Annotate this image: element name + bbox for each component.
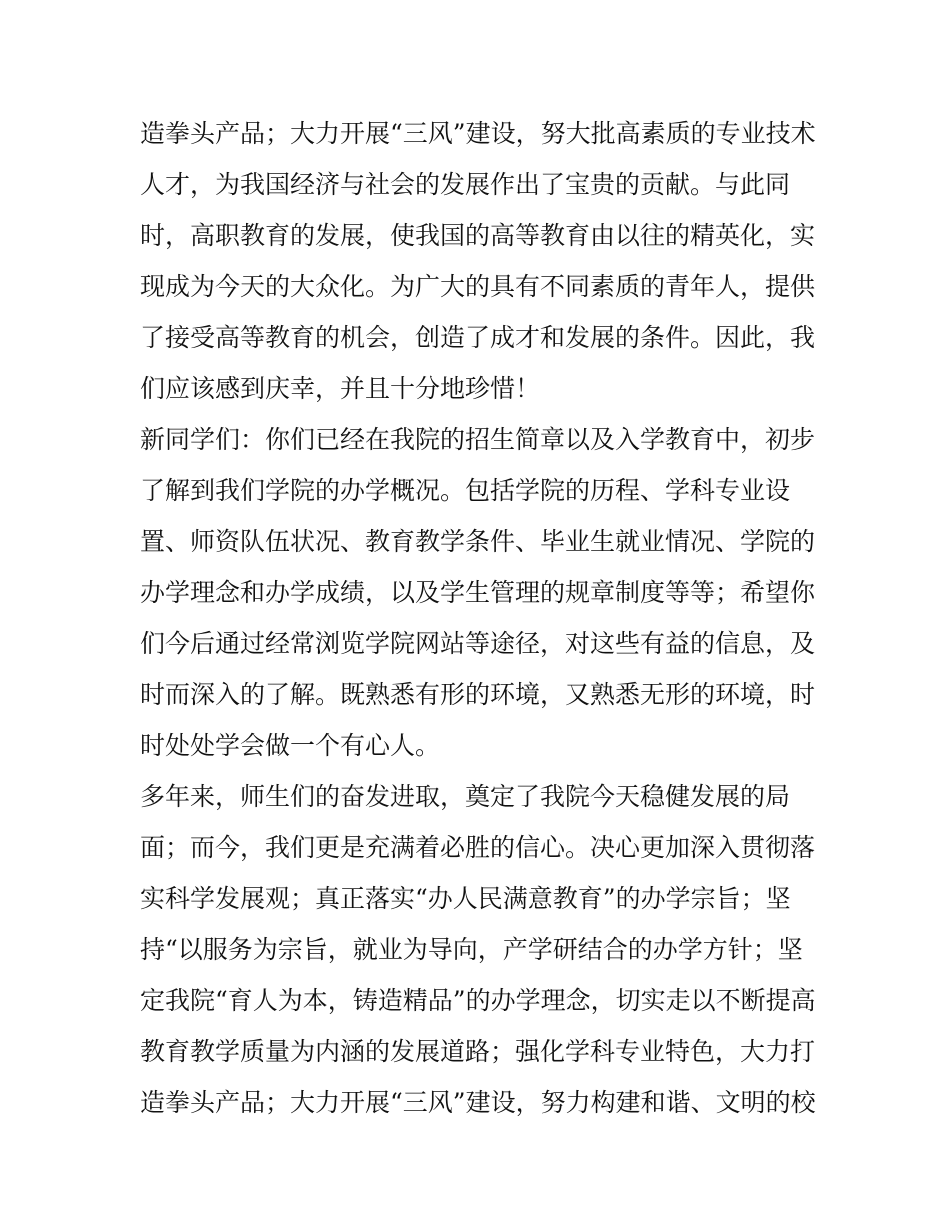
text-line: 面；而今，我们更是充满着必胜的信心。决心更加深入贯彻落 <box>140 833 816 862</box>
text-line: 多年来，师生们的奋发进取，奠定了我院今天稳健发展的局 <box>140 782 791 811</box>
document-body <box>140 108 820 1128</box>
text-line: 新同学们：你们已经在我院的招生简章以及入学教育中，初步 <box>140 425 816 454</box>
text-line: 持“以服务为宗旨，就业为导向，产学研结合的办学方针；坚 <box>140 935 803 964</box>
text-line: 造拳头产品；大力开展“三风”建设，努大批高素质的专业技术 <box>140 119 816 148</box>
text-line: 了解到我们学院的办学概况。包括学院的历程、学科专业设 <box>140 476 791 505</box>
text-line: 教育教学质量为内涵的发展道路；强化学科专业特色，大力打 <box>140 1037 816 1066</box>
text-line: 时，高职教育的发展，使我国的高等教育由以往的精英化，实 <box>140 221 816 250</box>
text-line: 定我院“育人为本，铸造精品”的办学理念，切实走以不断提高 <box>140 986 816 1015</box>
text-line: 置、师资队伍状况、教育教学条件、毕业生就业情况、学院的 <box>140 527 816 556</box>
text-line: 造拳头产品；大力开展“三风”建设，努力构建和谐、文明的校 <box>140 1088 816 1117</box>
text-line: 时处处学会做一个有心人。 <box>140 731 441 760</box>
text-line: 时而深入的了解。既熟悉有形的环境，又熟悉无形的环境，时 <box>140 680 816 709</box>
text-line: 办学理念和办学成绩，以及学生管理的规章制度等等；希望你 <box>140 578 816 607</box>
text-line: 实科学发展观；真正落实“办人民满意教育”的办学宗旨；坚 <box>140 884 791 913</box>
text-line: 了接受高等教育的机会，创造了成才和发展的条件。因此，我 <box>140 323 816 352</box>
text-line: 们今后通过经常浏览学院网站等途径，对这些有益的信息，及 <box>140 629 816 658</box>
text-line: 人才，为我国经济与社会的发展作出了宝贵的贡献。与此同 <box>140 170 791 199</box>
text-line: 现成为今天的大众化。为广大的具有不同素质的青年人，提供 <box>140 272 816 301</box>
text-line: 们应该感到庆幸，并且十分地珍惜！ <box>140 374 541 403</box>
